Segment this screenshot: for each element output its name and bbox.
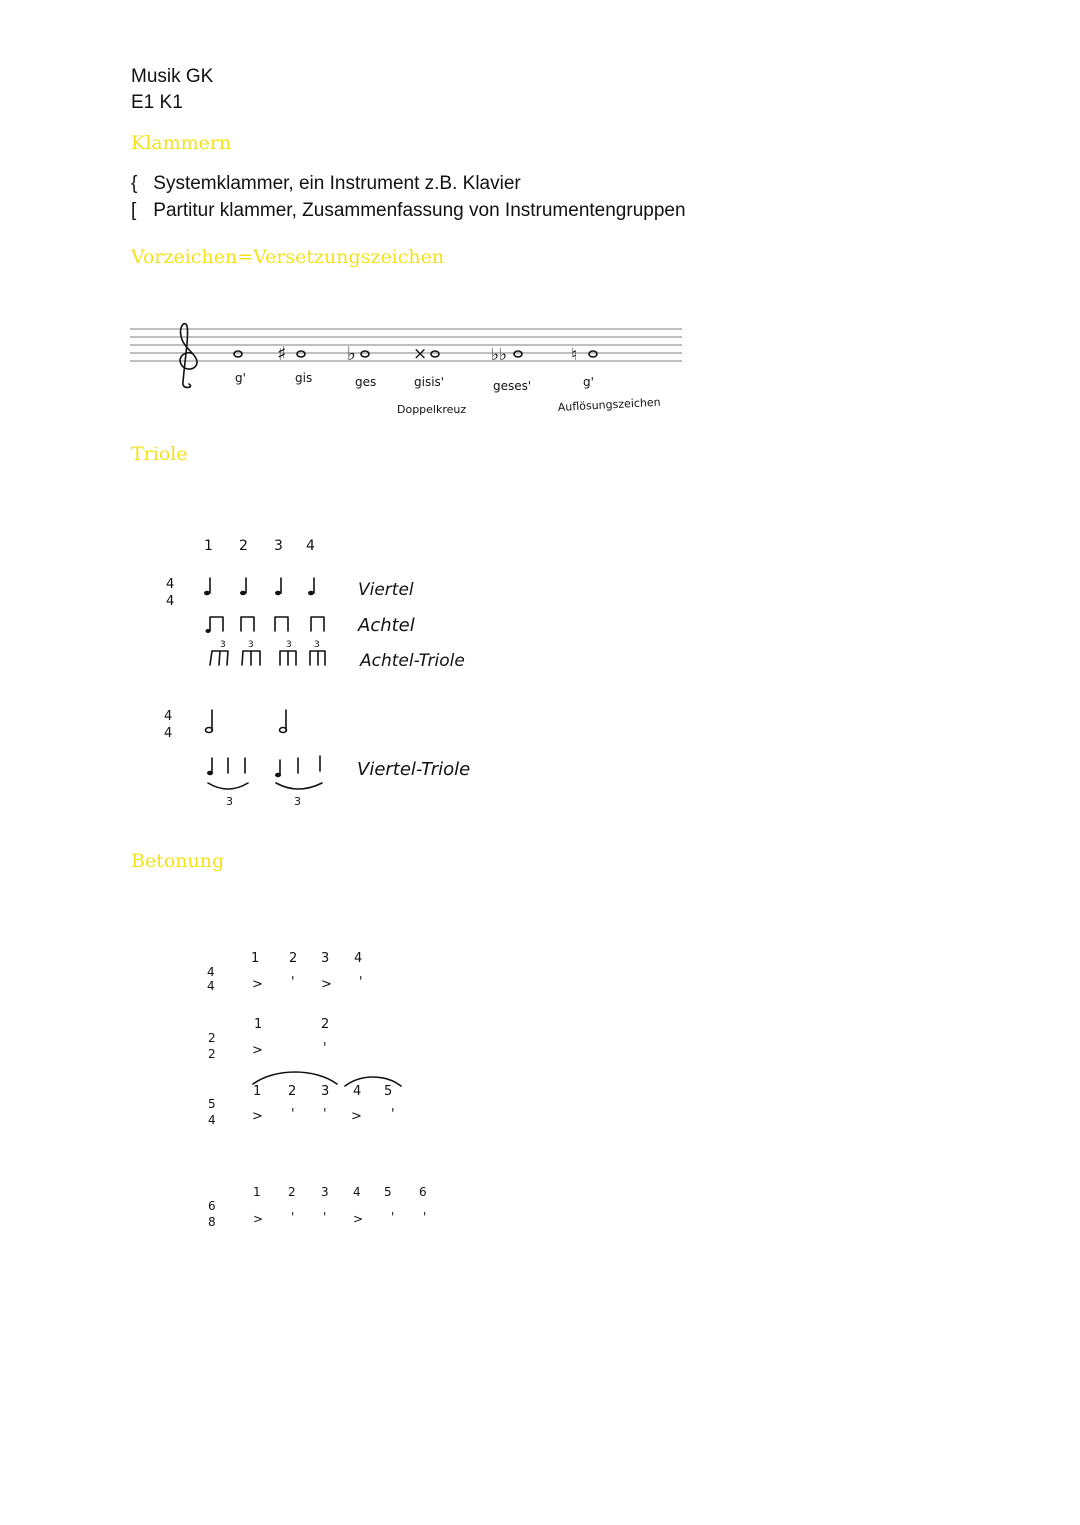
time-signature-bottom: 4	[164, 726, 173, 741]
count-number: 3	[321, 1185, 329, 1199]
document-unit: E1 K1	[131, 92, 183, 113]
label-achtel: Achtel	[358, 615, 415, 636]
time-signature-top: 6	[208, 1199, 216, 1213]
unstressed-mark: '	[323, 1210, 327, 1224]
bracket-item-system	[131, 173, 521, 195]
unstressed-mark: '	[323, 1107, 327, 1122]
count-number: 1	[254, 1017, 263, 1032]
label-viertel: Viertel	[358, 580, 414, 600]
count-number: 1	[253, 1185, 261, 1199]
flat-icon: ♭	[347, 343, 356, 365]
time-signature-bottom: 2	[208, 1047, 216, 1061]
count-number: 4	[354, 951, 363, 966]
note-name: g'	[583, 375, 594, 389]
count-number: 1	[251, 951, 260, 966]
accent-mark: >	[252, 1109, 263, 1124]
accent-mark: >	[252, 977, 263, 992]
note-head	[234, 351, 242, 357]
time-signature-top: 4	[164, 709, 173, 724]
unstressed-mark: '	[359, 975, 363, 990]
time-signature-top: 4	[207, 965, 215, 979]
count-number: 1	[204, 538, 213, 554]
note-name: gisis'	[414, 375, 445, 389]
triplet-number: 3	[226, 795, 233, 808]
time-signature-bottom: 4	[166, 594, 175, 609]
unstressed-mark: '	[423, 1210, 427, 1224]
time-signature-bottom: 4	[208, 1113, 216, 1127]
section-title-vorzeichen: Vorzeichen=Versetzungszeichen	[131, 246, 445, 268]
triplet-number: 3	[248, 640, 254, 650]
time-signature-bottom: 4	[207, 979, 215, 993]
count-number: 3	[274, 538, 283, 554]
double-flat-icon: ♭♭	[491, 345, 508, 365]
quarter-notes-row	[205, 578, 315, 595]
unstressed-mark: '	[391, 1210, 395, 1224]
note-head	[431, 351, 439, 357]
annotation-doppelkreuz: Doppelkreuz	[397, 403, 467, 416]
count-number: 1	[253, 1084, 262, 1099]
triplet-number: 3	[314, 640, 320, 650]
annotation-aufloesungszeichen: Auflösungszeichen	[557, 395, 661, 414]
triplet-figure	[150, 525, 510, 820]
triplet-number: 3	[220, 640, 226, 650]
phrase-arc	[253, 1072, 337, 1084]
accent-mark: >	[353, 1212, 364, 1226]
note-head	[297, 351, 305, 357]
unstressed-mark: '	[291, 1210, 295, 1224]
count-number: 5	[384, 1185, 392, 1199]
accent-mark: >	[351, 1109, 362, 1124]
note-name: gis	[295, 371, 313, 385]
half-notes-row	[206, 710, 287, 733]
time-signature-bottom: 8	[208, 1215, 216, 1229]
unstressed-mark: '	[291, 975, 295, 990]
eighth-notes-row	[206, 617, 324, 633]
accent-mark: >	[253, 1212, 264, 1226]
count-number: 2	[289, 951, 298, 966]
accent-mark: >	[252, 1043, 263, 1058]
count-number: 2	[288, 1185, 296, 1199]
note-head	[589, 351, 597, 357]
unstressed-mark: '	[291, 1107, 295, 1122]
count-number: 6	[419, 1185, 427, 1199]
quarter-triplets-row	[208, 756, 323, 808]
square-bracket-symbol: [	[131, 200, 137, 221]
section-title-klammern: Klammern	[131, 132, 232, 154]
unstressed-mark: '	[323, 1041, 327, 1056]
note-head	[361, 351, 369, 357]
count-number: 4	[353, 1084, 362, 1099]
natural-icon: ♮	[571, 345, 578, 365]
bracket-item-text: Partitur klammer, Zusammenfassung von Instrumentengruppen	[153, 200, 686, 221]
note-name: g'	[235, 371, 246, 385]
time-signature-top: 2	[208, 1031, 216, 1045]
bracket-item-text: Systemklammer, ein Instrument z.B. Klavier	[153, 173, 521, 194]
note-head	[514, 351, 522, 357]
curly-brace-symbol: {	[131, 173, 138, 194]
time-signature-top: 4	[166, 577, 175, 592]
unstressed-mark: '	[391, 1107, 395, 1122]
note-name: geses'	[493, 379, 532, 393]
note-name: ges	[355, 375, 377, 389]
count-number: 3	[321, 951, 330, 966]
label-achtel-triole: Achtel-Triole	[360, 651, 465, 671]
staff-lines	[130, 329, 682, 361]
count-number: 2	[239, 538, 248, 554]
count-number: 4	[306, 538, 315, 554]
eighth-triplets-row	[210, 640, 325, 665]
document-course: Musik GK	[131, 66, 214, 87]
time-signature-top: 5	[208, 1097, 216, 1111]
count-number: 2	[321, 1017, 330, 1032]
treble-clef-icon	[180, 324, 197, 388]
count-number: 3	[321, 1084, 330, 1099]
count-number: 2	[288, 1084, 297, 1099]
triplet-number: 3	[294, 795, 301, 808]
count-number: 4	[353, 1185, 361, 1199]
sharp-icon: ♯	[277, 343, 287, 365]
count-number: 5	[384, 1084, 393, 1099]
accidentals-staff-figure	[125, 318, 695, 428]
section-title-triole: Triole	[131, 443, 188, 465]
accent-mark: >	[321, 977, 332, 992]
double-sharp-icon: ×	[413, 344, 428, 364]
triplet-number: 3	[286, 640, 292, 650]
section-title-betonung: Betonung	[131, 850, 225, 872]
accent-patterns-figure	[195, 940, 455, 1235]
label-viertel-triole: Viertel-Triole	[357, 759, 471, 780]
bracket-item-partitur	[131, 200, 686, 222]
